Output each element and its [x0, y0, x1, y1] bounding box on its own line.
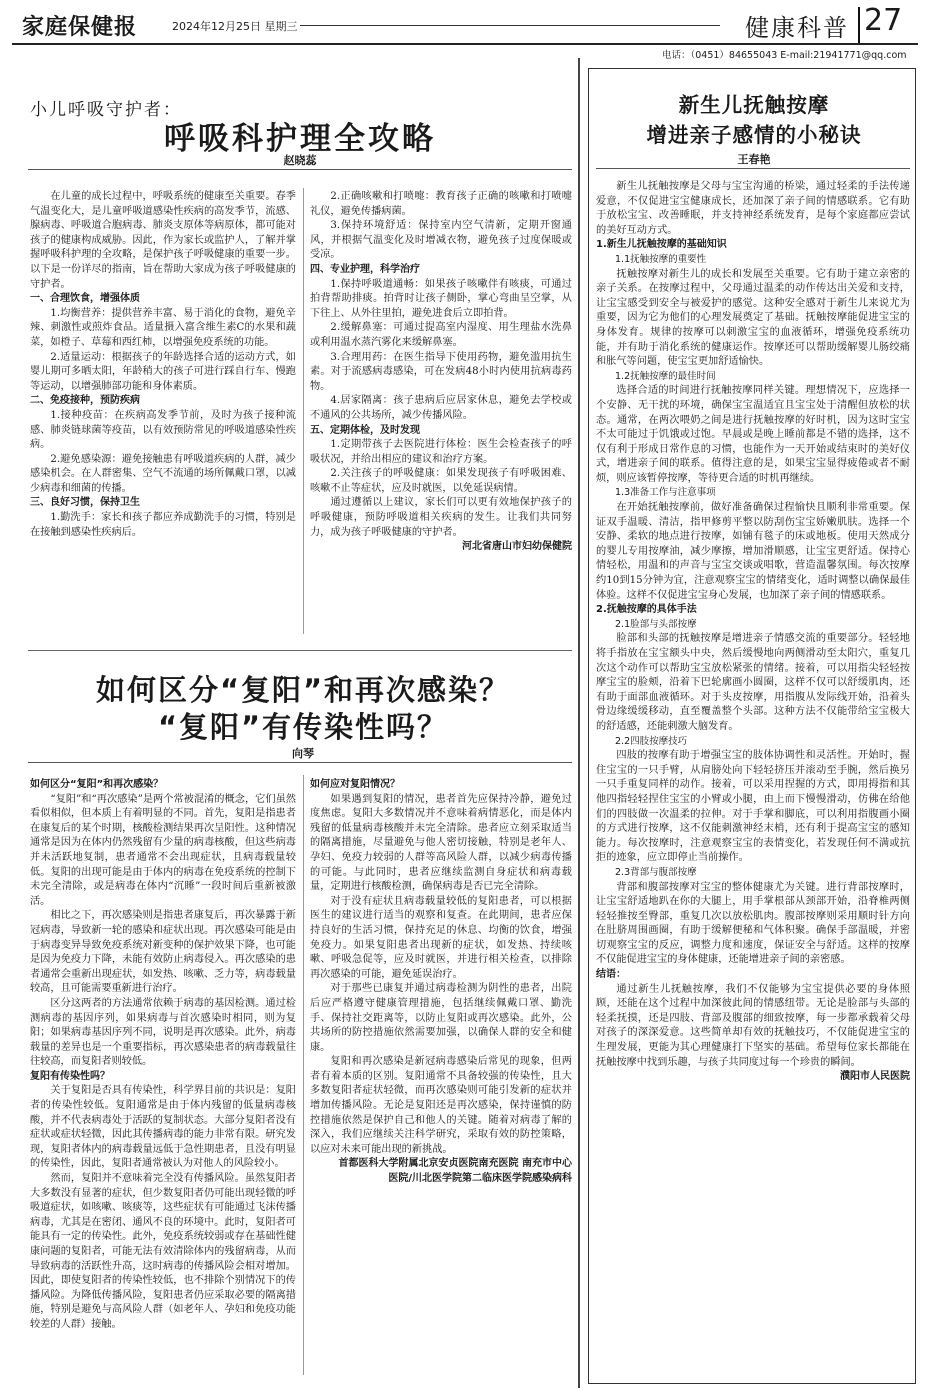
- article3-source: 濮阳市人民医院: [840, 1071, 910, 1083]
- article1-title: 呼吸科护理全攻略: [164, 121, 436, 157]
- article1-paragraph: 3.保持环境舒适：保持室内空气清新，定期开窗通风，并根据气温变化及时增减衣物，避免孩子过度保暖或受凉。: [310, 220, 572, 261]
- article2-paragraph: 对于那些已康复并通过病毒检测为阴性的患者，出院后应严格遵守健康管理措施，包括继续佩戴口罩、勤洗手、保持社交距离等，以防止复阳或再次感染。此外，公共场所的防控措施依然需要加强，以确保人群的安全和健康。: [310, 983, 572, 1053]
- article3-title-line1: 新生儿抚触按摩: [678, 93, 830, 117]
- article3-paragraph: 通过新生儿抚触按摩，我们不仅能够为宝宝提供必要的身体照顾，还能在这个过程中加深彼此间的情感纽带。无论是脸部与头部的轻柔抚摸，还是四肢、背部及腹部的细致按摩，每一步都承载着父母对孩子的深深爱意。这些简单却有效的抚触技巧，不仅能促进宝宝的生理发展，更能为其心理健康打下坚实的基础。希望每位家长都能在抚触按摩中找到乐趣，与孩子共同度过每一个珍贵的瞬间。: [596, 983, 910, 1068]
- article1-source: 河北省唐山市妇幼保健院: [462, 541, 572, 553]
- article1-title-rule: [28, 169, 572, 170]
- section-divider: [28, 650, 572, 651]
- article1-section-heading: 五、定期体检，及时发现: [310, 424, 420, 436]
- article1-kicker: 小儿呼吸守护者：: [30, 100, 182, 120]
- article1-paragraph: 2.避免感染源：避免接触患有呼吸道疾病的人群，减少感染机会。在人群密集、空气不流通的场所佩戴口罩，以减少病毒和细菌的传播。: [30, 453, 296, 494]
- article1-paragraph: 1.定期带孩子去医院进行体检：医生会检查孩子的呼吸状况，并给出相应的建议和治疗方案。: [310, 439, 572, 465]
- article2-title-rule: [28, 762, 572, 763]
- article2-question: 如何应对复阳情况？: [310, 779, 400, 790]
- article2-paragraph: 复阳和再次感染是新冠病毒感染后常见的现象，但两者有着本质的区别。复阳通常不具备较强的传染性，且大多数复阳者症状轻微，而再次感染则可能引发新的症状并增加传播风险。无论是复阳还是再次感染，保持谨慎的防控措施依然是保护自己和他人的关键。随着对病毒了解的深入，我们应继续关注科学研究，采取有效的防控策略，以应对未来可能出现的新挑战。: [310, 1056, 572, 1155]
- main-column-divider: [578, 58, 580, 1388]
- article2-paragraph: 区分这两者的方法通常依赖于病毒的基因检测。通过检测病毒的基因序列，如果病毒与首次感染时相同，则为复阳；如果病毒基因序列不同，说明是再次感染。此外，病毒载量的差异也是一个重要指标，再次感染患者的病毒载量往往较高，而复阳者则较低。: [30, 997, 296, 1068]
- article2-title-line2: “复阳”有传染性吗？: [157, 710, 449, 744]
- article2-paragraph: 关于复阳是否具有传染性，科学界目前的共识是：复阳者的传染性较低。复阳通常是由于体内残留的低量病毒核酸，并不代表病毒处于活跃的复制状态。大部分复阳者没有症状或症状轻微，因此其传播病毒的能力非常有限。研究发现，复阳者体内的病毒载量远低于急性期患者，且没有明显的传染性，因此，复阳者通常被认为对他人的风险较小。: [30, 1085, 296, 1170]
- article1-section-heading: 二、免疫接种，预防疾病: [30, 395, 140, 407]
- article2-paragraph: 相比之下，再次感染则是指患者康复后，再次暴露于新冠病毒，导致新一轮的感染和症状出现。再次感染可能是由于病毒变异导致免疫系统对新变种的保护效果下降，也可能是因为免疫力下降，未能有效防止病毒侵入。再次感染的患者通常会重新出现症状，如发热、咳嗽、乏力等，病毒载量较高，且可能需要重新进行治疗。: [30, 910, 296, 995]
- article3-title-rule: [596, 168, 910, 169]
- article3-paragraph: 抚触按摩对新生儿的成长和发展至关重要。它有助于建立亲密的亲子关系。在按摩过程中，父母通过温柔的动作传达出关爱和支持，让宝宝感受到安全与被爱护的感觉。这种安全感对于新生儿来说尤为重要，因为它为他们的心理发展奠定了基础。抚触按摩能促进宝宝的身体发育。规律的按摩可以刺激宝宝的血液循环，增强免疫系统功能，并有助于消化系统的健康运作。按摩还可以帮助缓解婴儿肠绞痛和胀气等问题，使宝宝更加舒适愉快。: [596, 268, 910, 368]
- article1-column-1: [30, 190, 296, 640]
- article1-section-heading: 三、良好习惯，保持卫生: [30, 497, 140, 509]
- article2-title-line1: 如何区分“复阳”和再次感染？: [95, 673, 511, 707]
- article2-paragraph: 对于没有症状且病毒载量较低的复阳患者，可以根据医生的建议进行适当的观察和复查。在此期间，患者应保持良好的生活习惯，保持充足的休息、均衡的饮食，增强免疫力。如果复阳患者出现新的症状，如发热、持续咳嗽、呼吸急促等，应及时就医，并进行相关检查，以排除再次感染的可能，避免延误治疗。: [310, 895, 572, 980]
- article2-question: 如何区分“复阳”和再次感染？: [30, 779, 164, 790]
- article2-paragraph: 然而，复阳并不意味着完全没有传播风险。虽然复阳者大多数没有显著的症状，但少数复阳者仍可能出现轻微的呼吸道症状，如咳嗽、咳痰等，这些症状有可能通过飞沫传播病毒，尤其是在密闭、通风不良的环境中。此时，复阳者可能具有一定的传染性。此外，免疫系统较弱或存在基础性健康问题的复阳者，可能无法有效清除体内的残留病毒，从而导致病毒的活跃性升高，这时病毒的传播风险会相对增加。因此，即使复阳者的传染性较低，也不排除个别情况下的传播风险。为降低传播风险，复阳患者仍应采取必要的隔离措施，特别是避免与高风险人群（如老年人、孕妇和免疫功能较差的人群）接触。: [30, 1173, 296, 1330]
- article1-intro: 在儿童的成长过程中，呼吸系统的健康至关重要。春季气温变化大，是儿童呼吸道感染性疾病的高发季节，流感、腺病毒、呼吸道合胞病毒、肺炎支原体等病原体，都可能对孩子的健康构成威胁。因此，作为家长或监护人，了解并掌握呼吸科护理的全攻略，是保护孩子呼吸健康的重要一步。以下是一份详尽的指南，旨在帮助大家成为孩子呼吸健康的守护者。: [30, 191, 296, 290]
- article1-paragraph: 2.关注孩子的呼吸健康：如果发现孩子有呼吸困难、咳嗽不止等症状，应及时就医，以免延误病情。: [310, 468, 572, 494]
- article2-paragraph: 如果遇到复阳的情况，患者首先应保持冷静，避免过度焦虑。复阳大多数情况并不意味着病情恶化，而是体内残留的低量病毒核酸并未完全清除。患者应立刻采取适当的隔离措施，尽量避免与他人密切接触，特别是老年人、孕妇、免疫力较弱的人群等高风险人群，以减少病毒传播的可能。与此同时，患者应继续监测自身症状和病毒载量，定期进行核酸检测，确保病毒是否已完全清除。: [310, 793, 572, 893]
- article3-section-heading: 1.新生儿抚触按摩的基础知识: [596, 239, 727, 251]
- article1-paragraph: 1.勤洗手：家长和孩子都应养成勤洗手的习惯，特别是在接触到感染性疾病后。: [30, 512, 296, 538]
- page-number-divider: [858, 7, 860, 43]
- article3-paragraph: 选择合适的时间进行抚触按摩同样关键。理想情况下，应选择一个安静、无干扰的环境，确保宝宝温适宜且宝宝处于清醒但放松的状态。通常，在两次喂奶之间是进行抚触按摩的好时机，因为这时宝宝不太可能过于饥饿或过饱。早晨或是晚上睡前都是不错的选择，这不仅有利于形成日常作息的习惯，也能作为一天开始或结束时的美好仪式，增进亲子间的联系。值得注意的是，如果宝宝显得疲倦或者不耐烦，则应该暂停按摩，等待更合适的时机再继续。: [596, 385, 910, 484]
- article1-column-2: [310, 190, 572, 640]
- article3-subheading: 2.2四肢按摩技巧: [615, 735, 688, 747]
- article3-byline: 王春艳: [737, 153, 771, 166]
- article2-source: 首都医科大学附属北京安贞医院南充医院 南充市中心医院/川北医学院第二临床医学院感染病科: [338, 1158, 572, 1185]
- article3-intro: 新生儿抚触按摩是父母与宝宝沟通的桥梁，通过轻柔的手法传递爱意，不仅促进宝宝健康成长，还加深了亲子间的情感联系。它有助于放松宝宝、改善睡眠，并支持神经系统发育，是每个家庭都应尝试的美好互动方式。: [596, 181, 910, 236]
- article1-section-heading: 一、合理饮食，增强体质: [30, 293, 140, 305]
- article2-question: 复阳有传染性吗？: [30, 1070, 110, 1082]
- article1-paragraph: 1.均衡营养：提供营养丰富、易于消化的食物，避免辛辣、刺激性或煎炸食品。适量摄入富含维生素C的水果和蔬菜，如橙子、草莓和西红柿，以增强免疫系统的功能。: [30, 307, 296, 348]
- article1-paragraph: 2.适量运动：根据孩子的年龄选择合适的运动方式，如婴儿期可多晒太阳，年龄稍大的孩子可进行踩自行车、慢跑等运动，以增强肺部功能和身体素质。: [30, 351, 296, 392]
- page-number: 27: [864, 3, 903, 38]
- article3-subheading: 2.1脸部与头部按摩: [615, 618, 697, 630]
- article2-byline: 向琴: [292, 747, 314, 760]
- article3-paragraph: 在开始抚触按摩前，做好准备确保过程愉快且顺利非常重要。保证双手温暖、清洁，指甲修剪平整以防刮伤宝宝娇嫩肌肤。选择一个安静、柔软的地点进行按摩，如铺有毯子的床或地板。使用天然成分的婴儿专用按摩油，减少摩擦，增加滑顺感，让宝宝更舒适。保持心情轻松，用温和的声音与宝宝交谈或唱歌，营造温馨氛围。每次按摩约10到15分钟为宜，注意观察宝宝的情绪变化，适时调整以确保最佳体验。这样不仅促进宝宝身心发展，也加深了亲子间的情感联系。: [596, 502, 910, 601]
- header-rule: [12, 43, 918, 45]
- article3-subheading: 1.3准备工作与注意事项: [615, 487, 716, 499]
- article3-subheading: 1.2抚触按摩的最佳时间: [615, 370, 716, 382]
- article2-column-2: [310, 778, 572, 1384]
- article2-column-1: [30, 778, 296, 1384]
- masthead-divider: [300, 25, 720, 26]
- article1-paragraph: 1.接种疫苗：在疾病高发季节前，及时为孩子接种流感、肺炎链球菌等疫苗，以有效预防常见的呼吸道感染性疾病。: [30, 409, 296, 451]
- contact-info: 电话：（0451）84655043 E-mail:21941771@qq.com: [662, 50, 907, 61]
- article1-paragraph: 4.居家隔离：孩子患病后应居家休息，避免去学校或不通风的公共场所，减少传播风险。: [310, 395, 572, 421]
- issue-date: 2024年12月25日 星期三: [172, 20, 298, 33]
- article3-conclusion-heading: 结语：: [596, 969, 626, 981]
- article3-title-line2: 增进亲子感情的小秘诀: [646, 123, 862, 147]
- article1-closing: 通过遵循以上建议，家长们可以更有效地保护孩子的呼吸健康，预防呼吸道相关疾病的发生。让我们共同努力，成为孩子呼吸健康的守护者。: [310, 497, 572, 538]
- article1-paragraph: 1.保持呼吸道通畅：如果孩子咳嗽伴有咳痰，可通过拍背帮助排痰。拍背时让孩子侧卧，掌心弯曲呈空掌，从下往上、从外往里拍，避免进食后立即拍背。: [310, 278, 572, 319]
- newspaper-name: 家庭保健报: [22, 15, 138, 40]
- column-divider: [303, 775, 304, 1375]
- article3-section-heading: 2.抚触按摩的具体手法: [596, 604, 697, 616]
- article3-paragraph: 背部和腹部按摩对宝宝的整体健康尤为关键。进行背部按摩时，让宝宝舒适地趴在你的大腿上，用手掌根部从颈部开始，沿脊椎两侧轻轻推按至臀部，重复几次以放松肌肉。腹部按摩则采用顺时针方向在肚脐周围画圈，有助于缓解便秘和气体积聚。确保手部温暖，并密切观察宝宝的反应，调整力度和速度，保证安全与舒适。这样的按摩不仅能促进宝宝的身体健康，还能增进亲子间的亲密感。: [596, 881, 910, 966]
- article1-paragraph: 2.正确咳嗽和打喷嚏：教育孩子正确的咳嗽和打喷嚏礼仪，避免传播病菌。: [310, 191, 572, 217]
- column-divider: [303, 188, 304, 634]
- article2-paragraph: “复阳”和“再次感染”是两个常被混淆的概念，它们虽然看似相似，但本质上有着明显的不同。首先，复阳是指患者在康复后的某个时期，核酸检测结果再次呈阳性。这种情况通常是因为在体内仍然残留有少量的病毒核酸，但这些病毒并未活跃地复制，患者通常不会出现症状，且病毒载量较低。复阳的出现可能是由于体内的病毒在免疫系统的控制下未完全清除，或是病毒在体内“沉睡”一段时间后重新被激活。: [30, 793, 296, 907]
- article3-subheading: 2.3背部与腹部按摩: [615, 866, 697, 878]
- article3-paragraph: 脸部和头部的抚触按摩是增进亲子情感交流的重要部分。轻轻地将手指放在宝宝额头中央，然后缓慢地向两侧滑动至太阳穴，重复几次这个动作可以帮助宝宝放松紧张的情绪。接着，可以用指尖轻轻按摩宝宝的脸颊，沿着下巴轮廓画小圆圈，这样不仅可以舒缓肌肉，还有助于面部血液循环。对于头皮按摩，用指腹从发际线开始，沿着头骨边缘缓缓移动，直至覆盖整个头部。这种方法不仅能带给宝宝极大的舒适感，还能刺激大脑发育。: [596, 633, 910, 732]
- article1-paragraph: 2.缓解鼻塞：可通过提高室内湿度、用生理盐水洗鼻或利用温水蒸汽雾化来缓解鼻塞。: [310, 322, 572, 348]
- article3-paragraph: 四肢的按摩有助于增强宝宝的肢体协调性和灵活性。开始时，握住宝宝的一只手臂，从肩膀处向下轻轻挤压并滚动至手腕，然后换另一只手重复同样的动作。接着，可以采用捏握的方式，即用拇指和其他四指轻轻捏住宝宝的小臂或小腿，由上而下慢慢滑动，仿佛在给他们的四肢做一次温柔的拉伸。对于手掌和脚底，可以利用指腹画小圈的方式进行按摩，这不仅能刺激神经末梢，还有利于提高宝宝的感知能力。每次按摩时，注意观察宝宝的表情变化，若发现任何不满或抗拒的迹象，应立即停止当前操作。: [596, 750, 910, 864]
- article3-subheading: 1.1抚触按摩的重要性: [615, 253, 707, 265]
- section-title: 健康科普: [745, 14, 849, 42]
- article3-body: [596, 180, 910, 1378]
- article1-byline: 赵晓蕊: [283, 154, 317, 167]
- article1-paragraph: 3.合理用药：在医生指导下使用药物，避免滥用抗生素。对于流感病毒感染，可在发病48小时内使用抗病毒药物。: [310, 351, 572, 392]
- article1-section-heading: 四、专业护理，科学治疗: [310, 263, 420, 275]
